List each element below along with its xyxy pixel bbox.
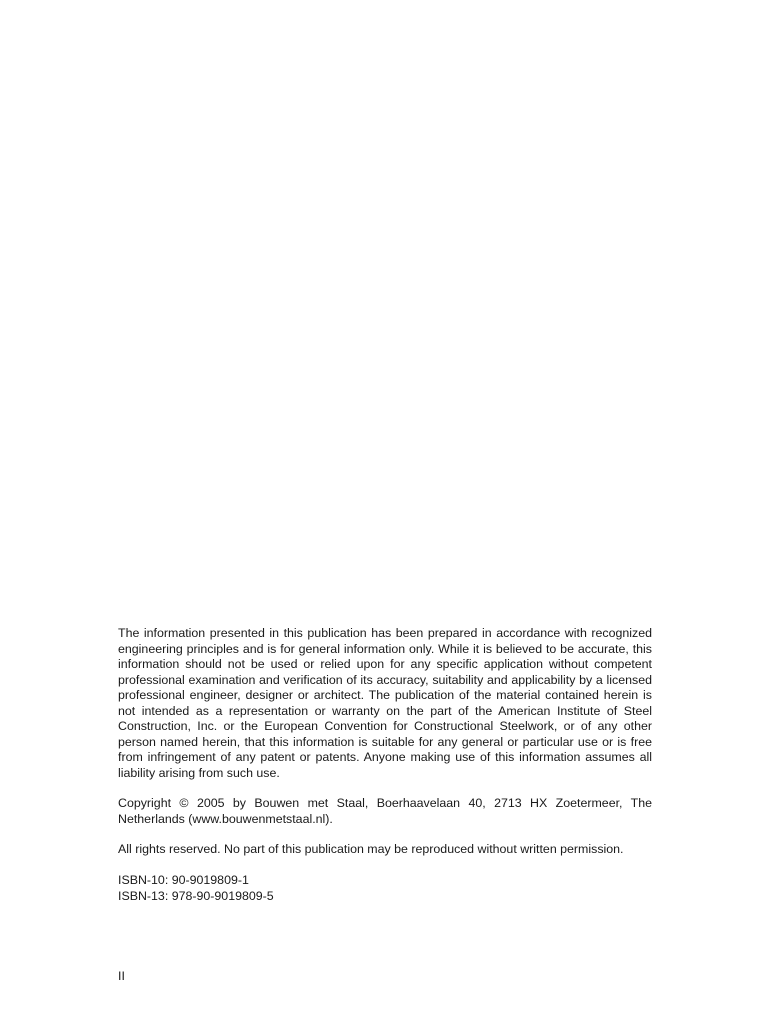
page-number: II	[118, 969, 125, 983]
disclaimer-paragraph: The information presented in this publication has been prepared in accordance with recognized engineering principles and is for general information only. While it is believed to be accurate, this information should not be used or relied upon for any specific application without competent professional examination and verification of its accuracy, suitability and applicability by a licensed professional engineer, designer or architect. The publication of the material contained herein is not intended as a representation or warranty on the part of the American Institute of Steel Construction, Inc. or the European Convention for Constructional Steelwork, or of any other person named herein, that this information is suitable for any general or particular use or is free from infringement of any patent or patents. Anyone making use of this information assumes all liability arising from such use.	[118, 626, 652, 780]
isbn-13: ISBN-13: 978-90-9019809-5	[118, 888, 274, 903]
rights-statement: All rights reserved. No part of this publication may be reproduced without written permission.	[118, 842, 624, 856]
isbn-block	[118, 873, 652, 904]
copyright-paragraph: Copyright © 2005 by Bouwen met Staal, Boerhaavelaan 40, 2713 HX Zoetermeer, The Netherlands (www.bouwenmetstaal.nl).	[118, 796, 652, 826]
isbn-10: ISBN-10: 90-9019809-1	[118, 873, 249, 887]
